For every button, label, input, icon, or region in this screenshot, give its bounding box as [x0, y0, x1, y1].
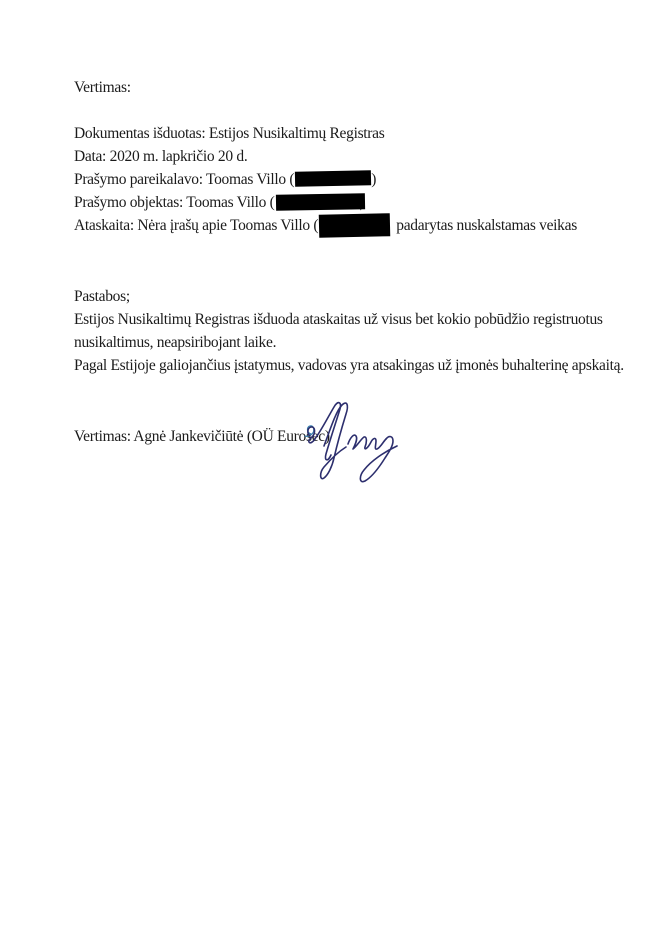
redaction-box — [275, 193, 364, 211]
notes-line-1: Estijos Nusikaltimų Registras išduoda ataskaitas už visus bet kokio pobūdžio registruotus — [74, 311, 603, 328]
requester-close-paren: ) — [371, 171, 377, 188]
date-line: Data: 2020 m. lapkričio 20 d. — [74, 148, 248, 165]
report-text-end: padarytas nuskalstamas veikas — [396, 217, 577, 234]
notes-line-3: Pagal Estijoje galiojančius įstatymus, vadovas yra atsakingas už įmonės buhalterinę apskaitą. — [74, 357, 624, 374]
subject-line — [74, 191, 364, 214]
report-line — [74, 214, 577, 237]
redaction-box — [319, 213, 391, 238]
requester-line — [74, 168, 376, 191]
report-text-start: Ataskaita: Nėra įrašų apie Toomas Villo ( — [74, 217, 319, 234]
translator-line: Vertimas: Agnė Jankevičiūtė (OÜ Eurosec) — [74, 428, 330, 445]
translation-heading: Vertimas: — [74, 79, 131, 96]
redaction-box — [295, 170, 371, 187]
notes-heading: Pastabos; — [74, 288, 130, 305]
notes-line-2: nusikaltimus, neapsiribojant laike. — [74, 334, 277, 351]
subject-text: Prašymo objektas: Toomas Villo ( — [74, 194, 275, 211]
requester-text: Prašymo pareikalavo: Toomas Villo ( — [74, 171, 295, 188]
issued-by-line: Dokumentas išduotas: Estijos Nusikaltimų Registras — [74, 125, 385, 142]
